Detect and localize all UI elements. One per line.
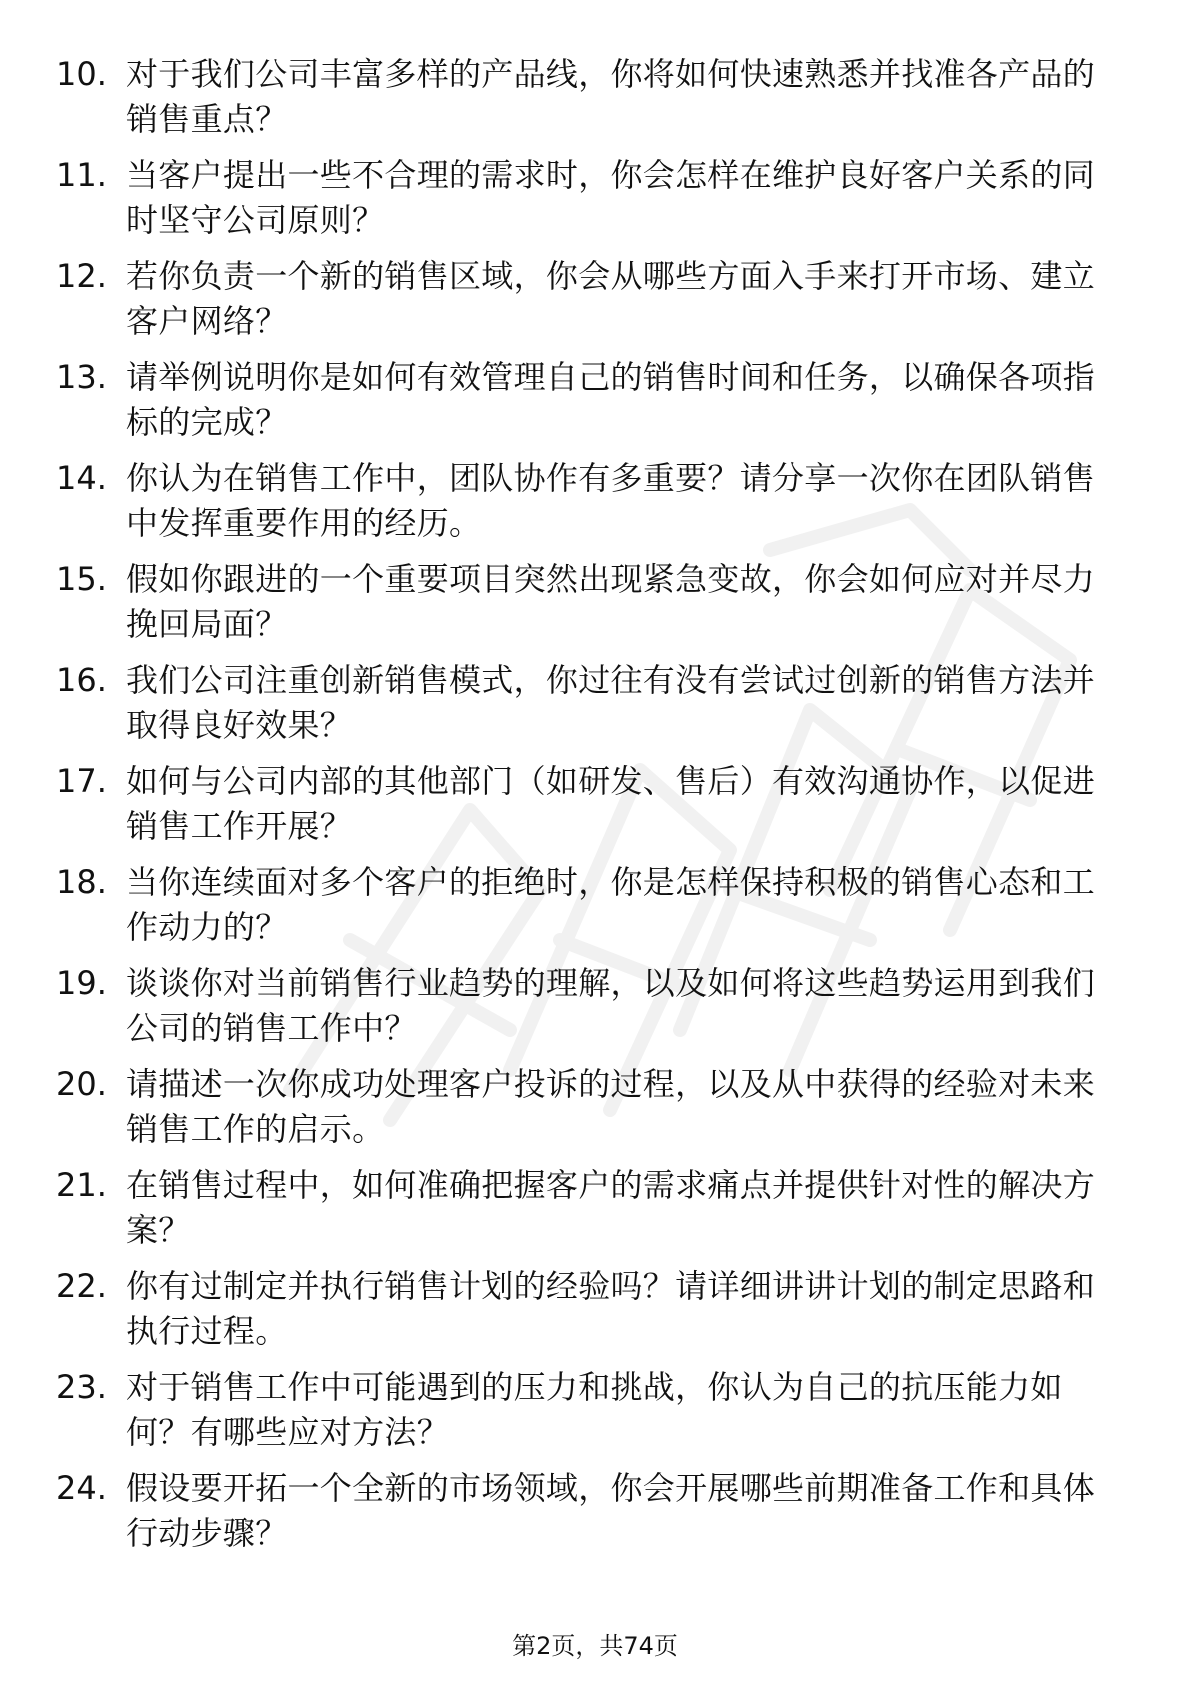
question-text: 对于销售工作中可能遇到的压力和挑战，你认为自己的抗压能力如何？有哪些应对方法？ [126, 1368, 1063, 1451]
question-number: 12. [56, 257, 107, 295]
question-text: 我们公司注重创新销售模式，你过往有没有尝试过创新的销售方法并取得良好效果？ [126, 661, 1096, 744]
question-item [0, 658, 1190, 759]
question-item [0, 1466, 1190, 1567]
page-indicator: 第2页，共74页 [512, 1632, 678, 1660]
question-item [0, 860, 1190, 961]
question-number: 22. [56, 1267, 107, 1305]
question-item [0, 961, 1190, 1062]
question-number: 23. [56, 1368, 107, 1406]
question-text: 请举例说明你是如何有效管理自己的销售时间和任务，以确保各项指标的完成？ [126, 358, 1096, 441]
question-text: 你有过制定并执行销售计划的经验吗？请详细讲讲计划的制定思路和执行过程。 [126, 1267, 1096, 1350]
question-number: 15. [56, 560, 107, 598]
question-number: 13. [56, 358, 107, 396]
question-number: 20. [56, 1065, 107, 1103]
question-list [0, 52, 1190, 1567]
question-item [0, 557, 1190, 658]
question-item [0, 1062, 1190, 1163]
question-text: 如何与公司内部的其他部门（如研发、售后）有效沟通协作，以促进销售工作开展？ [126, 762, 1096, 845]
question-item [0, 1163, 1190, 1264]
question-number: 19. [56, 964, 107, 1002]
question-text: 当客户提出一些不合理的需求时，你会怎样在维护良好客户关系的同时坚守公司原则？ [126, 156, 1096, 239]
question-number: 11. [56, 156, 107, 194]
question-number: 24. [56, 1469, 107, 1507]
question-item [0, 355, 1190, 456]
question-text: 请描述一次你成功处理客户投诉的过程，以及从中获得的经验对未来销售工作的启示。 [126, 1065, 1096, 1148]
question-item [0, 153, 1190, 254]
question-number: 16. [56, 661, 107, 699]
question-text: 假如你跟进的一个重要项目突然出现紧急变故，你会如何应对并尽力挽回局面？ [126, 560, 1096, 643]
question-number: 10. [56, 55, 107, 93]
question-text: 当你连续面对多个客户的拒绝时，你是怎样保持积极的销售心态和工作动力的？ [126, 863, 1096, 946]
question-item [0, 52, 1190, 153]
question-text: 对于我们公司丰富多样的产品线，你将如何快速熟悉并找准各产品的销售重点？ [126, 55, 1096, 138]
question-text: 在销售过程中，如何准确把握客户的需求痛点并提供针对性的解决方案？ [126, 1166, 1096, 1249]
question-text: 你认为在销售工作中，团队协作有多重要？请分享一次你在团队销售中发挥重要作用的经历。 [126, 459, 1096, 542]
question-number: 17. [56, 762, 107, 800]
question-text: 若你负责一个新的销售区域，你会从哪些方面入手来打开市场、建立客户网络？ [126, 257, 1096, 340]
question-item [0, 456, 1190, 557]
question-item [0, 1365, 1190, 1466]
question-item [0, 254, 1190, 355]
question-number: 14. [56, 459, 107, 497]
question-text: 假设要开拓一个全新的市场领域，你会开展哪些前期准备工作和具体行动步骤？ [126, 1469, 1096, 1552]
page-footer [0, 1630, 1190, 1662]
question-number: 18. [56, 863, 107, 901]
question-text: 谈谈你对当前销售行业趋势的理解，以及如何将这些趋势运用到我们公司的销售工作中？ [126, 964, 1096, 1047]
question-item [0, 1264, 1190, 1365]
question-item [0, 759, 1190, 860]
question-number: 21. [56, 1166, 107, 1204]
